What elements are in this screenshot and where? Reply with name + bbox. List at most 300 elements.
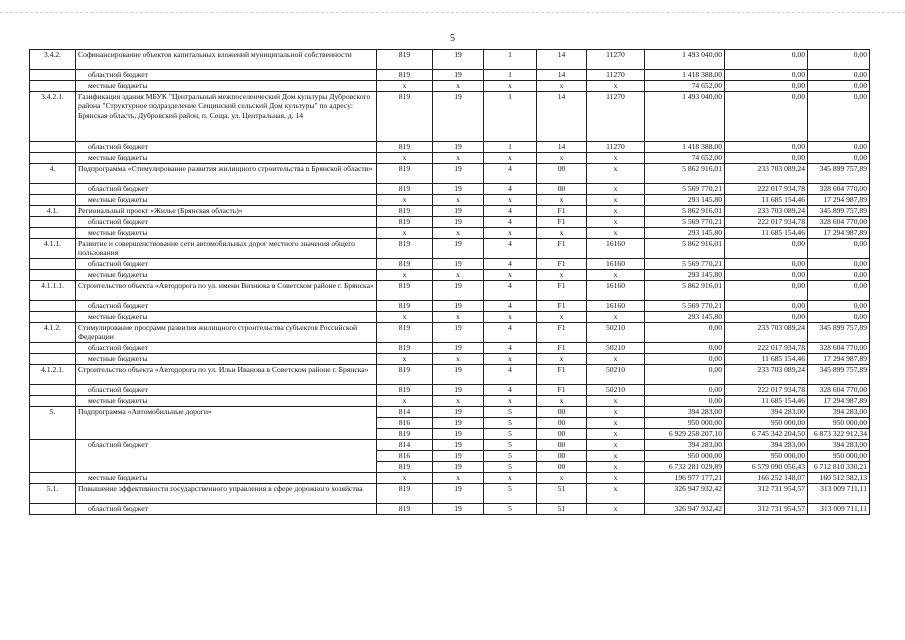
direction-code-cell: х (587, 396, 645, 407)
amount-year1-cell: 394 283,00 (645, 407, 725, 418)
direction-code-cell: 50210 (587, 365, 645, 385)
table-row (30, 228, 870, 239)
row-name-cell: местные бюджеты (76, 396, 377, 407)
amount-year1-cell: 5 569 770,21 (645, 184, 725, 195)
amount-year2-cell: 0,00 (725, 270, 808, 281)
subsection-code-cell: 4 (484, 217, 537, 228)
amount-year3-cell: 345 899 757,89 (808, 164, 870, 184)
amount-year1-cell: 1 418 388,00 (645, 70, 725, 81)
amount-year1-cell: 1 493 040,00 (645, 50, 725, 70)
direction-code-cell: х (587, 195, 645, 206)
amount-year1-cell: 1 493 040,00 (645, 92, 725, 142)
amount-year3-cell: 160 512 582,13 (808, 473, 870, 484)
grbs-code-cell: 819 (377, 217, 433, 228)
amount-year1-cell: 950 000,00 (645, 418, 725, 429)
row-name-cell: местные бюджеты (76, 312, 377, 323)
amount-year3-cell: 0,00 (808, 92, 870, 142)
section-code-cell: 19 (433, 206, 484, 217)
program-code-cell: F1 (537, 385, 587, 396)
grbs-code-cell: х (377, 312, 433, 323)
section-code-cell: х (433, 195, 484, 206)
row-name-cell: областной бюджет (76, 259, 377, 270)
row-name-cell: местные бюджеты (76, 270, 377, 281)
direction-code-cell: х (587, 462, 645, 473)
table-row (30, 396, 870, 407)
subsection-code-cell: 1 (484, 142, 537, 153)
direction-code-cell: х (587, 184, 645, 195)
subsection-code-cell: х (484, 81, 537, 92)
direction-code-cell: х (587, 354, 645, 365)
section-code-cell: 19 (433, 451, 484, 462)
direction-code-cell: х (587, 473, 645, 484)
grbs-code-cell: 819 (377, 343, 433, 354)
grbs-code-cell: 819 (377, 206, 433, 217)
direction-code-cell: х (587, 270, 645, 281)
program-code-cell: F1 (537, 259, 587, 270)
direction-code-cell: 16160 (587, 281, 645, 301)
table-row (30, 164, 870, 184)
row-name-cell: областной бюджет (76, 385, 377, 396)
page-top-border (0, 12, 905, 13)
section-code-cell: 19 (433, 239, 484, 259)
amount-year1-cell: 5 569 770,21 (645, 301, 725, 312)
direction-code-cell: х (587, 440, 645, 451)
amount-year3-cell: 0,00 (808, 142, 870, 153)
amount-year2-cell: 222 017 934,78 (725, 184, 808, 195)
row-name-cell: местные бюджеты (76, 228, 377, 239)
subsection-code-cell: 4 (484, 343, 537, 354)
subsection-code-cell: 4 (484, 239, 537, 259)
amount-year2-cell: 0,00 (725, 312, 808, 323)
subsection-code-cell: х (484, 473, 537, 484)
direction-code-cell: х (587, 217, 645, 228)
row-name-cell: Строительство объекта «Автодорога по ул. Ильи Иванова в Советском районе г. Брянска» (76, 365, 377, 385)
subsection-code-cell: 5 (484, 429, 537, 440)
program-code-cell: 14 (537, 70, 587, 81)
grbs-code-cell: х (377, 473, 433, 484)
budget-table-body (30, 50, 870, 515)
section-code-cell: 19 (433, 142, 484, 153)
section-code-cell: 19 (433, 70, 484, 81)
row-number-cell: 4.1.2.1. (30, 365, 76, 385)
direction-code-cell: 11270 (587, 50, 645, 70)
subsection-code-cell: х (484, 312, 537, 323)
subsection-code-cell: 5 (484, 440, 537, 451)
table-row (30, 50, 870, 70)
amount-year3-cell: 345 899 757,89 (808, 206, 870, 217)
section-code-cell: 19 (433, 484, 484, 504)
amount-year2-cell: 222 017 934,78 (725, 217, 808, 228)
amount-year3-cell: 950 000,00 (808, 451, 870, 462)
row-number-cell: 3.4.2. (30, 50, 76, 70)
program-code-cell: х (537, 270, 587, 281)
grbs-code-cell: 819 (377, 323, 433, 343)
section-code-cell: х (433, 81, 484, 92)
amount-year3-cell: 0,00 (808, 239, 870, 259)
subsection-code-cell: 1 (484, 70, 537, 81)
direction-code-cell: 16160 (587, 239, 645, 259)
row-name-cell: областной бюджет (76, 142, 377, 153)
row-name-cell: областной бюджет (76, 217, 377, 228)
section-code-cell: 19 (433, 50, 484, 70)
amount-year2-cell: 312 731 954,57 (725, 504, 808, 515)
grbs-code-cell: 814 (377, 407, 433, 418)
section-code-cell: х (433, 396, 484, 407)
section-code-cell: 19 (433, 504, 484, 515)
direction-code-cell: 16160 (587, 259, 645, 270)
table-row (30, 312, 870, 323)
amount-year2-cell: 233 703 089,24 (725, 164, 808, 184)
row-number-cell (30, 473, 76, 484)
grbs-code-cell: 819 (377, 70, 433, 81)
direction-code-cell: х (587, 312, 645, 323)
grbs-code-cell: 819 (377, 239, 433, 259)
amount-year2-cell: 0,00 (725, 281, 808, 301)
amount-year2-cell: 950 000,00 (725, 451, 808, 462)
grbs-code-cell: 816 (377, 451, 433, 462)
row-number-cell (30, 81, 76, 92)
amount-year2-cell: 0,00 (725, 259, 808, 270)
row-number-cell (30, 504, 76, 515)
table-row (30, 270, 870, 281)
amount-year3-cell: 0,00 (808, 153, 870, 164)
table-row (30, 504, 870, 515)
table-row (30, 385, 870, 396)
amount-year3-cell: 328 604 770,00 (808, 343, 870, 354)
table-row (30, 259, 870, 270)
row-number-cell (30, 184, 76, 195)
amount-year3-cell: 394 283,00 (808, 440, 870, 451)
section-code-cell: 19 (433, 440, 484, 451)
row-name-cell: Подпрограмма «Автомобильные дороги» (76, 407, 377, 440)
subsection-code-cell: 4 (484, 259, 537, 270)
amount-year3-cell: 313 009 711,11 (808, 484, 870, 504)
amount-year3-cell: 17 294 987,89 (808, 396, 870, 407)
section-code-cell: 19 (433, 301, 484, 312)
program-code-cell: 00 (537, 429, 587, 440)
grbs-code-cell: 819 (377, 184, 433, 195)
amount-year2-cell: 233 703 089,24 (725, 323, 808, 343)
amount-year1-cell: 196 977 177,21 (645, 473, 725, 484)
row-number-cell (30, 270, 76, 281)
amount-year1-cell: 6 929 258 207,10 (645, 429, 725, 440)
grbs-code-cell: х (377, 270, 433, 281)
amount-year1-cell: 293 145,80 (645, 195, 725, 206)
amount-year1-cell: 74 652,00 (645, 81, 725, 92)
table-row (30, 70, 870, 81)
row-number-cell (30, 228, 76, 239)
amount-year2-cell: 394 283,00 (725, 407, 808, 418)
section-code-cell: 19 (433, 217, 484, 228)
amount-year2-cell: 950 000,00 (725, 418, 808, 429)
row-name-cell: областной бюджет (76, 70, 377, 81)
program-code-cell: F1 (537, 323, 587, 343)
direction-code-cell: 16160 (587, 301, 645, 312)
subsection-code-cell: 1 (484, 50, 537, 70)
amount-year1-cell: 0,00 (645, 385, 725, 396)
table-row (30, 407, 870, 418)
row-number-cell (30, 396, 76, 407)
row-name-cell: областной бюджет (76, 184, 377, 195)
amount-year2-cell: 0,00 (725, 153, 808, 164)
subsection-code-cell: 4 (484, 281, 537, 301)
amount-year1-cell: 5 862 916,01 (645, 239, 725, 259)
program-code-cell: х (537, 81, 587, 92)
amount-year3-cell: 0,00 (808, 270, 870, 281)
row-name-cell: Развитие и совершенствование сети автомобильных дорог местного значения общего пользования (76, 239, 377, 259)
section-code-cell: х (433, 153, 484, 164)
amount-year2-cell: 0,00 (725, 301, 808, 312)
amount-year1-cell: 0,00 (645, 354, 725, 365)
row-name-cell: областной бюджет (76, 343, 377, 354)
row-number-cell (30, 70, 76, 81)
program-code-cell: 00 (537, 440, 587, 451)
amount-year2-cell: 0,00 (725, 81, 808, 92)
subsection-code-cell: х (484, 354, 537, 365)
grbs-code-cell: 819 (377, 259, 433, 270)
section-code-cell: х (433, 354, 484, 365)
table-row (30, 484, 870, 504)
direction-code-cell: х (587, 206, 645, 217)
amount-year3-cell: 6 873 322 912,34 (808, 429, 870, 440)
section-code-cell: 19 (433, 92, 484, 142)
budget-table (29, 49, 870, 515)
section-code-cell: 19 (433, 184, 484, 195)
row-name-cell: Региональный проект «Жилье (Брянская область)» (76, 206, 377, 217)
program-code-cell: F1 (537, 281, 587, 301)
direction-code-cell: х (587, 451, 645, 462)
grbs-code-cell: 819 (377, 92, 433, 142)
grbs-code-cell: 819 (377, 365, 433, 385)
table-row (30, 153, 870, 164)
section-code-cell: 19 (433, 323, 484, 343)
program-code-cell: х (537, 473, 587, 484)
program-code-cell: х (537, 312, 587, 323)
section-code-cell: х (433, 270, 484, 281)
amount-year3-cell: 328 604 770,00 (808, 184, 870, 195)
amount-year1-cell: 293 145,80 (645, 270, 725, 281)
row-name-cell: Строительство объекта «Автодорога по ул. имени Визнюка в Советском районе г. Брянска» (76, 281, 377, 301)
direction-code-cell: х (587, 484, 645, 504)
subsection-code-cell: х (484, 153, 537, 164)
amount-year1-cell: 0,00 (645, 323, 725, 343)
program-code-cell: F1 (537, 217, 587, 228)
program-code-cell: 14 (537, 50, 587, 70)
row-number-cell: 4.1.2. (30, 323, 76, 343)
row-number-cell (30, 195, 76, 206)
amount-year1-cell: 950 000,00 (645, 451, 725, 462)
section-code-cell: х (433, 473, 484, 484)
amount-year3-cell: 6 712 810 330,21 (808, 462, 870, 473)
direction-code-cell: 11270 (587, 142, 645, 153)
grbs-code-cell: 819 (377, 462, 433, 473)
direction-code-cell: х (587, 153, 645, 164)
subsection-code-cell: х (484, 195, 537, 206)
table-row (30, 440, 870, 451)
grbs-code-cell: 819 (377, 50, 433, 70)
row-name-cell: Софинансирование объектов капитальных вложений муниципальной собственности (76, 50, 377, 70)
direction-code-cell: х (587, 164, 645, 184)
amount-year3-cell: 0,00 (808, 259, 870, 270)
grbs-code-cell: х (377, 228, 433, 239)
program-code-cell: 00 (537, 418, 587, 429)
subsection-code-cell: 1 (484, 92, 537, 142)
table-row (30, 473, 870, 484)
row-name-cell: Газификация здания МБУК "Центральный межпоселенческий Дом культуры Дубровского района "Структурное подразделение Сещинский сельский Дом культуры" по адресу: Брянская область, Дубровский район, п. Сеща, ул. Центральная, д. 14 (76, 92, 377, 142)
amount-year3-cell: 345 899 757,89 (808, 323, 870, 343)
subsection-code-cell: 4 (484, 184, 537, 195)
row-name-cell: местные бюджеты (76, 153, 377, 164)
subsection-code-cell: 4 (484, 365, 537, 385)
amount-year2-cell: 11 685 154,46 (725, 354, 808, 365)
subsection-code-cell: 4 (484, 323, 537, 343)
subsection-code-cell: х (484, 270, 537, 281)
direction-code-cell: 11270 (587, 92, 645, 142)
table-row (30, 365, 870, 385)
amount-year1-cell: 1 418 388,00 (645, 142, 725, 153)
row-number-cell (30, 354, 76, 365)
grbs-code-cell: 819 (377, 484, 433, 504)
subsection-code-cell: 5 (484, 418, 537, 429)
subsection-code-cell: 4 (484, 206, 537, 217)
amount-year3-cell: 328 604 770,00 (808, 385, 870, 396)
amount-year3-cell: 0,00 (808, 312, 870, 323)
subsection-code-cell: х (484, 396, 537, 407)
amount-year2-cell: 6 579 090 056,43 (725, 462, 808, 473)
program-code-cell: х (537, 153, 587, 164)
program-code-cell: 00 (537, 164, 587, 184)
amount-year1-cell: 74 652,00 (645, 153, 725, 164)
amount-year2-cell: 233 703 089,24 (725, 365, 808, 385)
grbs-code-cell: 819 (377, 281, 433, 301)
amount-year1-cell: 5 569 770,21 (645, 217, 725, 228)
row-number-cell: 4.1. (30, 206, 76, 217)
section-code-cell: 19 (433, 259, 484, 270)
amount-year1-cell: 6 732 281 029,89 (645, 462, 725, 473)
row-name-cell: областной бюджет (76, 504, 377, 515)
row-number-cell (30, 343, 76, 354)
amount-year1-cell: 0,00 (645, 365, 725, 385)
amount-year2-cell: 233 703 089,24 (725, 206, 808, 217)
table-row (30, 301, 870, 312)
amount-year3-cell: 0,00 (808, 301, 870, 312)
section-code-cell: 19 (433, 365, 484, 385)
grbs-code-cell: 819 (377, 142, 433, 153)
amount-year2-cell: 0,00 (725, 239, 808, 259)
amount-year3-cell: 950 000,00 (808, 418, 870, 429)
program-code-cell: 00 (537, 407, 587, 418)
row-name-cell: Стимулирование программ развития жилищного строительства субъектов Российской Федерации (76, 323, 377, 343)
row-number-cell: 5. (30, 407, 76, 440)
grbs-code-cell: х (377, 354, 433, 365)
amount-year2-cell: 0,00 (725, 92, 808, 142)
section-code-cell: 19 (433, 462, 484, 473)
amount-year3-cell: 17 294 987,89 (808, 228, 870, 239)
row-number-cell (30, 440, 76, 473)
amount-year2-cell: 6 745 342 204,50 (725, 429, 808, 440)
amount-year3-cell: 0,00 (808, 70, 870, 81)
grbs-code-cell: х (377, 396, 433, 407)
program-code-cell: 00 (537, 462, 587, 473)
amount-year1-cell: 394 283,00 (645, 440, 725, 451)
grbs-code-cell: х (377, 81, 433, 92)
subsection-code-cell: х (484, 228, 537, 239)
subsection-code-cell: 5 (484, 407, 537, 418)
grbs-code-cell: 819 (377, 504, 433, 515)
program-code-cell: 51 (537, 504, 587, 515)
row-number-cell: 4.1.1. (30, 239, 76, 259)
subsection-code-cell: 5 (484, 484, 537, 504)
program-code-cell: F1 (537, 365, 587, 385)
direction-code-cell: 50210 (587, 323, 645, 343)
direction-code-cell: х (587, 407, 645, 418)
row-number-cell (30, 385, 76, 396)
table-row (30, 217, 870, 228)
amount-year1-cell: 293 145,80 (645, 228, 725, 239)
direction-code-cell: х (587, 429, 645, 440)
amount-year3-cell: 0,00 (808, 50, 870, 70)
program-code-cell: F1 (537, 343, 587, 354)
table-row (30, 323, 870, 343)
row-number-cell: 5.1. (30, 484, 76, 504)
table-row (30, 354, 870, 365)
program-code-cell: х (537, 195, 587, 206)
section-code-cell: х (433, 312, 484, 323)
program-code-cell: 14 (537, 92, 587, 142)
amount-year3-cell: 313 009 711,11 (808, 504, 870, 515)
amount-year3-cell: 17 294 987,89 (808, 195, 870, 206)
section-code-cell: 19 (433, 281, 484, 301)
section-code-cell: х (433, 228, 484, 239)
section-code-cell: 19 (433, 164, 484, 184)
program-code-cell: 14 (537, 142, 587, 153)
program-code-cell: х (537, 228, 587, 239)
row-name-cell: Подпрограмма «Стимулирование развития жилищного строительства в Брянской области» (76, 164, 377, 184)
amount-year3-cell: 0,00 (808, 81, 870, 92)
subsection-code-cell: 4 (484, 385, 537, 396)
table-row (30, 343, 870, 354)
direction-code-cell: х (587, 228, 645, 239)
amount-year2-cell: 166 252 148,07 (725, 473, 808, 484)
row-name-cell: областной бюджет (76, 440, 377, 473)
table-row (30, 239, 870, 259)
grbs-code-cell: 819 (377, 385, 433, 396)
amount-year2-cell: 11 685 154,46 (725, 228, 808, 239)
row-number-cell: 3.4.2.1. (30, 92, 76, 142)
subsection-code-cell: 5 (484, 504, 537, 515)
amount-year1-cell: 5 862 916,01 (645, 206, 725, 217)
amount-year2-cell: 222 017 934,78 (725, 385, 808, 396)
amount-year2-cell: 0,00 (725, 142, 808, 153)
amount-year2-cell: 11 685 154,46 (725, 396, 808, 407)
amount-year3-cell: 17 294 987,89 (808, 354, 870, 365)
row-number-cell (30, 259, 76, 270)
subsection-code-cell: 4 (484, 301, 537, 312)
amount-year1-cell: 326 947 932,42 (645, 484, 725, 504)
program-code-cell: F1 (537, 206, 587, 217)
program-code-cell: х (537, 396, 587, 407)
table-row (30, 184, 870, 195)
amount-year1-cell: 326 947 932,42 (645, 504, 725, 515)
subsection-code-cell: 5 (484, 451, 537, 462)
direction-code-cell: 50210 (587, 385, 645, 396)
subsection-code-cell: 5 (484, 462, 537, 473)
section-code-cell: 19 (433, 385, 484, 396)
direction-code-cell: х (587, 418, 645, 429)
amount-year3-cell: 394 283,00 (808, 407, 870, 418)
section-code-cell: 19 (433, 343, 484, 354)
row-name-cell: местные бюджеты (76, 473, 377, 484)
